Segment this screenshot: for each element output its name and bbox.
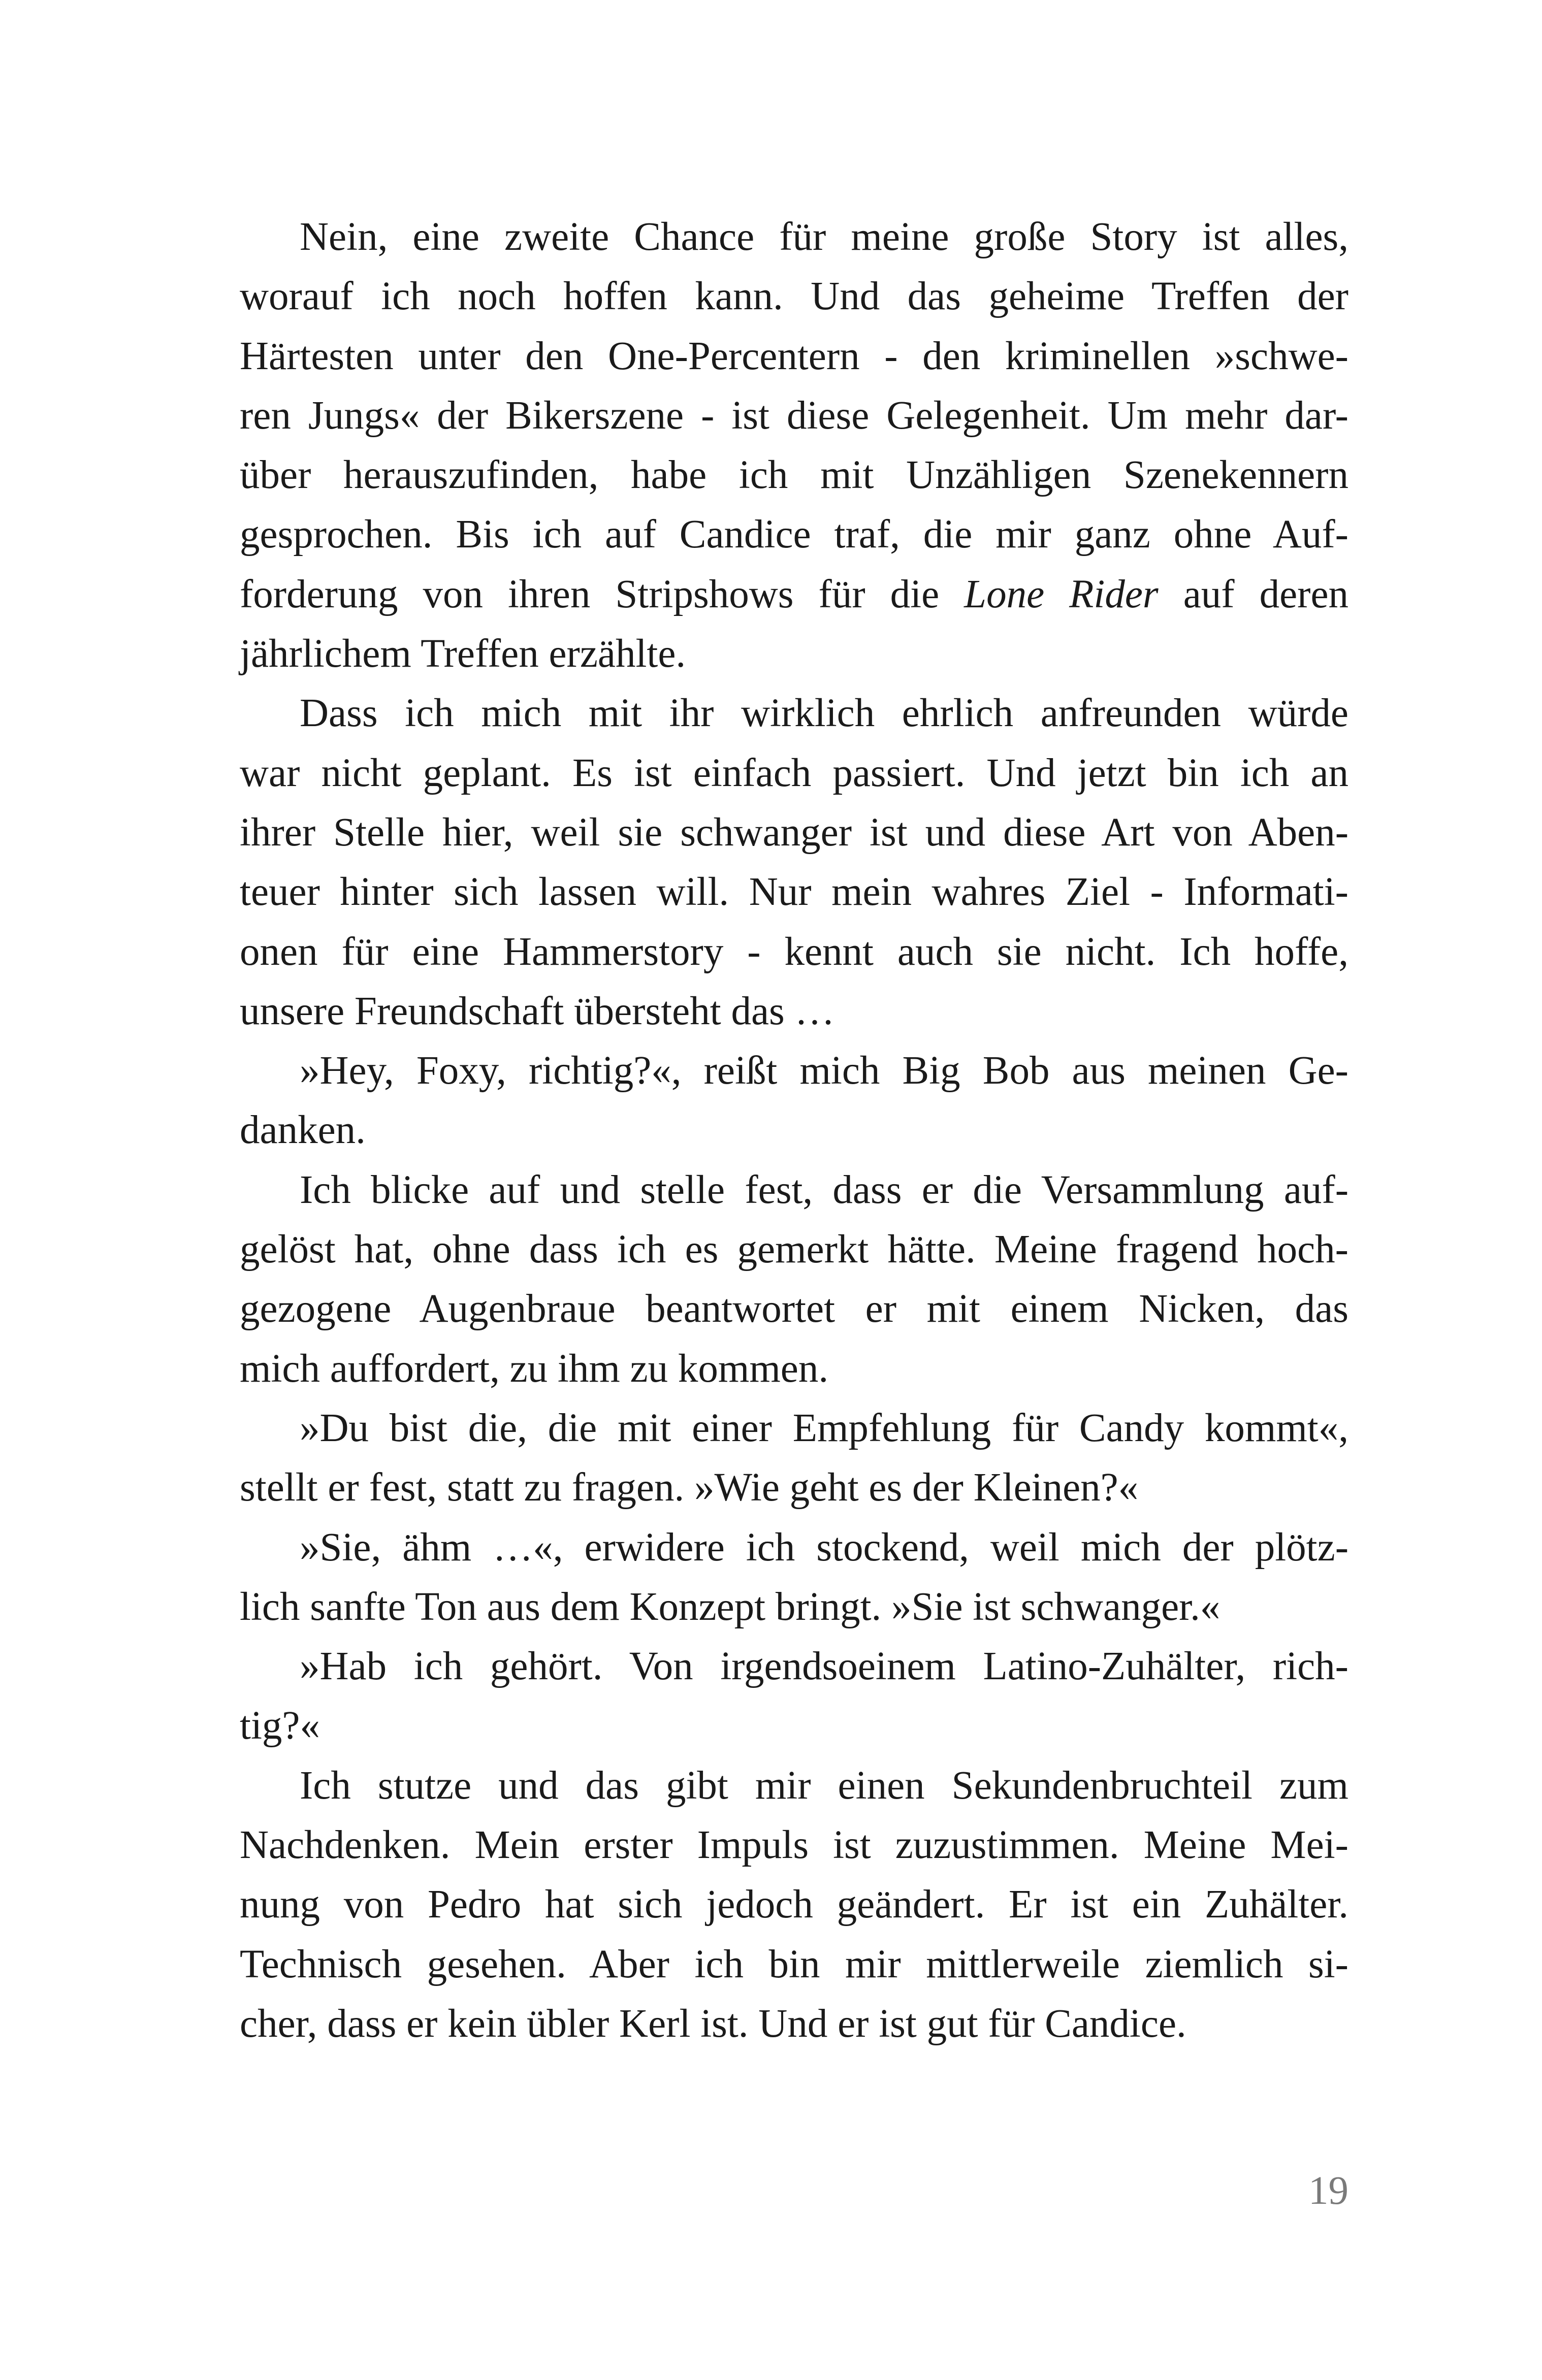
text-line: unsere Freundschaft übersteht das … xyxy=(240,989,835,1033)
text-line: mich auffordert, zu ihm zu kommen. xyxy=(240,1346,829,1391)
text-segment: auf deren xyxy=(1158,572,1349,616)
text-line: danken. xyxy=(240,1108,366,1153)
text-line: ren Jungs« der Bikerszene - ist diese Gelegenheit. Um mehr dar- xyxy=(240,393,1348,438)
text-line: gesprochen. Bis ich auf Candice traf, die mir ganz ohne Auf- xyxy=(240,512,1348,557)
text-line: Ich blicke auf und stelle fest, dass er die Versammlung auf- xyxy=(300,1167,1348,1212)
text-line: »Sie, ähm …«, erwidere ich stockend, weil mich der plötz- xyxy=(300,1525,1348,1570)
text-line: »Hab ich gehört. Von irgendsoeinem Latino-Zuhälter, rich- xyxy=(300,1644,1348,1689)
text-line: Nein, eine zweite Chance für meine große Story ist alles, xyxy=(300,215,1348,259)
text-line: worauf ich noch hoffen kann. Und das geheime Treffen der xyxy=(240,274,1348,319)
text-line: ihrer Stelle hier, weil sie schwanger ist und diese Art von Aben- xyxy=(240,810,1348,855)
text-line: über herauszufinden, habe ich mit Unzähligen Szenekennern xyxy=(240,453,1348,498)
text-line: stellt er fest, statt zu fragen. »Wie geht es der Kleinen?« xyxy=(240,1465,1139,1510)
text-line: »Hey, Foxy, richtig?«, reißt mich Big Bob aus meinen Ge- xyxy=(300,1049,1348,1093)
text-line: gelöst hat, ohne dass ich es gemerkt hätte. Meine fragend hoch- xyxy=(240,1227,1348,1272)
text-line: war nicht geplant. Es ist einfach passiert. Und jetzt bin ich an xyxy=(240,751,1348,795)
text-line: jährlichem Treffen erzählte. xyxy=(240,632,686,676)
text-line: tig?« xyxy=(240,1704,320,1748)
text-line: gezogene Augenbraue beantwortet er mit einem Nicken, das xyxy=(240,1287,1348,1331)
text-line: Nachdenken. Mein erster Impuls ist zuzustimmen. Meine Mei- xyxy=(240,1823,1348,1868)
text-line: Härtesten unter den One-Percentern - den kriminellen »schwe- xyxy=(240,334,1348,378)
text-line: Dass ich mich mit ihr wirklich ehrlich anfreunden würde xyxy=(300,691,1348,736)
text-line: cher, dass er kein übler Kerl ist. Und er ist gut für Candice. xyxy=(240,2001,1186,2046)
italic-title: Lone Rider xyxy=(964,572,1159,616)
text-line: »Du bist die, die mit einer Empfehlung für Candy kommt«, xyxy=(300,1406,1348,1450)
text-segment: forderung von ihren Stripshows für die xyxy=(240,572,965,616)
text-line: onen für eine Hammerstory - kennt auch sie nicht. Ich hoffe, xyxy=(240,929,1348,974)
text-line: Technisch gesehen. Aber ich bin mir mittlerweile ziemlich si- xyxy=(240,1942,1348,1986)
text-line: Ich stutze und das gibt mir einen Sekundenbruchteil zum xyxy=(300,1763,1348,1808)
text-line: nung von Pedro hat sich jedoch geändert. Er ist ein Zuhälter. xyxy=(240,1882,1348,1927)
body-text xyxy=(240,207,1348,2053)
page-number: 19 xyxy=(1308,2169,1348,2213)
text-line: teuer hinter sich lassen will. Nur mein wahres Ziel - Informati- xyxy=(240,870,1348,915)
text-line xyxy=(240,565,1348,624)
text-line: lich sanfte Ton aus dem Konzept bringt. »Sie ist schwanger.« xyxy=(240,1584,1220,1629)
